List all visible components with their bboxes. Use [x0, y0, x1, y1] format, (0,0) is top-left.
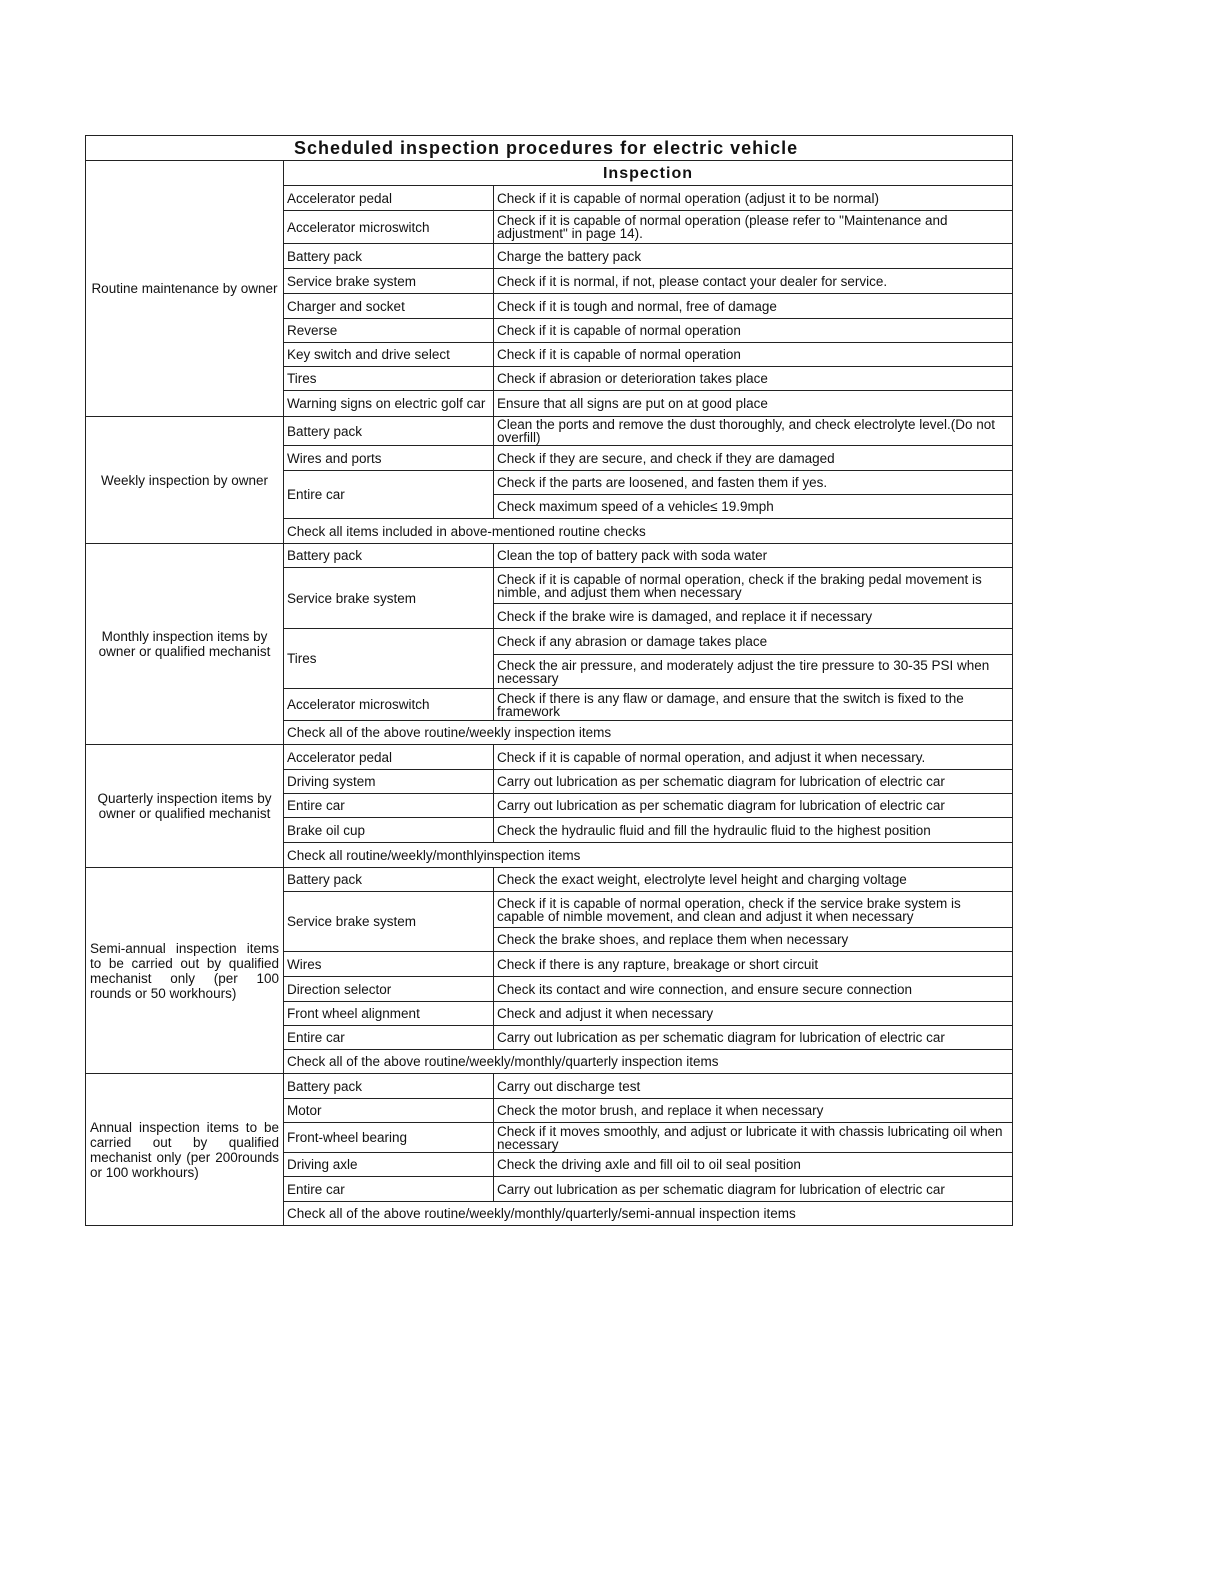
item-cell: Warning signs on electric golf car [284, 391, 494, 417]
check-cell: Carry out lubrication as per schematic diagram for lubrication of electric car [494, 794, 1013, 818]
category-annual: Annual inspection items to be carried out by qualified mechanist only (per 200rounds or 100 workhours) [86, 1074, 284, 1226]
check-cell: Check if it is capable of normal operation [494, 343, 1013, 367]
check-cell: Charge the battery pack [494, 244, 1013, 269]
category-semiannual: Semi-annual inspection items to be carried out by qualified mechanist only (per 100 rounds or 50 workhours) [86, 868, 284, 1074]
item-cell: Direction selector [284, 977, 494, 1002]
item-cell: Wires [284, 952, 494, 977]
check-cell: Carry out lubrication as per schematic diagram for lubrication of electric car [494, 1177, 1013, 1202]
item-cell: Accelerator pedal [284, 186, 494, 211]
item-cell: Entire car [284, 794, 494, 818]
summary-cell: Check all of the above routine/weekly/monthly/quarterly/semi-annual inspection items [284, 1202, 1013, 1226]
category-monthly: Monthly inspection items by owner or qualified mechanist [86, 544, 284, 745]
table-row [86, 1074, 1013, 1099]
inspection-header: Inspection [284, 161, 1013, 186]
check-cell: Check if it moves smoothly, and adjust or lubricate it with chassis lubricating oil when necessary [494, 1123, 1013, 1153]
table-row [86, 417, 1013, 446]
item-cell: Accelerator microswitch [284, 689, 494, 721]
item-cell: Battery pack [284, 868, 494, 892]
item-cell: Front wheel alignment [284, 1002, 494, 1026]
table-row [86, 544, 1013, 568]
check-cell: Clean the top of battery pack with soda water [494, 544, 1013, 568]
check-cell: Check if it is capable of normal operation, check if the service brake system is capable of nimble movement, and clean and adjust it when necessary [494, 892, 1013, 928]
item-cell: Battery pack [284, 544, 494, 568]
check-cell: Check the motor brush, and replace it when necessary [494, 1099, 1013, 1123]
check-cell: Ensure that all signs are put on at good place [494, 391, 1013, 417]
check-cell: Check if there is any rapture, breakage or short circuit [494, 952, 1013, 977]
item-cell: Charger and socket [284, 294, 494, 319]
check-cell: Check if they are secure, and check if they are damaged [494, 446, 1013, 471]
check-cell: Check if abrasion or deterioration takes place [494, 367, 1013, 391]
check-cell: Check if there is any flaw or damage, and ensure that the switch is fixed to the framework [494, 689, 1013, 721]
item-cell: Service brake system [284, 568, 494, 629]
table-row [86, 745, 1013, 770]
check-cell: Check if it is tough and normal, free of damage [494, 294, 1013, 319]
summary-cell: Check all items included in above-mentioned routine checks [284, 519, 1013, 544]
item-cell: Motor [284, 1099, 494, 1123]
item-cell: Accelerator microswitch [284, 211, 494, 244]
check-cell: Carry out lubrication as per schematic diagram for lubrication of electric car [494, 1026, 1013, 1050]
category-weekly: Weekly inspection by owner [86, 417, 284, 544]
item-cell: Tires [284, 629, 494, 689]
category-routine: Routine maintenance by owner [86, 161, 284, 417]
check-cell: Check the driving axle and fill oil to oil seal position [494, 1153, 1013, 1177]
summary-cell: Check all routine/weekly/monthlyinspection items [284, 843, 1013, 868]
item-cell: Battery pack [284, 417, 494, 446]
check-cell: Check the brake shoes, and replace them when necessary [494, 928, 1013, 952]
check-cell: Check if it is capable of normal operation [494, 319, 1013, 343]
check-cell: Check and adjust it when necessary [494, 1002, 1013, 1026]
check-cell: Check if it is normal, if not, please contact your dealer for service. [494, 269, 1013, 294]
check-cell: Check the hydraulic fluid and fill the hydraulic fluid to the highest position [494, 818, 1013, 843]
check-cell: Check if any abrasion or damage takes place [494, 629, 1013, 655]
item-cell: Tires [284, 367, 494, 391]
check-cell: Check if it is capable of normal operation, and adjust it when necessary. [494, 745, 1013, 770]
table-title: Scheduled inspection procedures for electric vehicle [86, 136, 1013, 161]
check-cell: Check the exact weight, electrolyte level height and charging voltage [494, 868, 1013, 892]
item-cell: Service brake system [284, 892, 494, 952]
check-cell: Check if it is capable of normal operation (adjust it to be normal) [494, 186, 1013, 211]
table-row [86, 868, 1013, 892]
summary-cell: Check all of the above routine/weekly inspection items [284, 721, 1013, 745]
category-quarterly: Quarterly inspection items by owner or qualified mechanist [86, 745, 284, 868]
check-cell: Carry out discharge test [494, 1074, 1013, 1099]
check-cell: Check the air pressure, and moderately adjust the tire pressure to 30-35 PSI when necessary [494, 655, 1013, 689]
item-cell: Entire car [284, 1026, 494, 1050]
item-cell: Entire car [284, 471, 494, 519]
item-cell: Driving system [284, 770, 494, 794]
check-cell: Check if it is capable of normal operation, check if the braking pedal movement is nimble, and adjust them when necessary [494, 568, 1013, 604]
item-cell: Front-wheel bearing [284, 1123, 494, 1153]
item-cell: Battery pack [284, 244, 494, 269]
item-cell: Reverse [284, 319, 494, 343]
summary-cell: Check all of the above routine/weekly/monthly/quarterly inspection items [284, 1050, 1013, 1074]
check-cell: Check if it is capable of normal operation (please refer to "Maintenance and adjustment" in page 14). [494, 211, 1013, 244]
item-cell: Wires and ports [284, 446, 494, 471]
check-cell: Check if the parts are loosened, and fasten them if yes. [494, 471, 1013, 495]
item-cell: Battery pack [284, 1074, 494, 1099]
check-cell: Carry out lubrication as per schematic diagram for lubrication of electric car [494, 770, 1013, 794]
check-cell: Clean the ports and remove the dust thoroughly, and check electrolyte level.(Do not overfill) [494, 417, 1013, 446]
item-cell: Accelerator pedal [284, 745, 494, 770]
check-cell: Check maximum speed of a vehicle≤ 19.9mph [494, 495, 1013, 519]
check-cell: Check its contact and wire connection, and ensure secure connection [494, 977, 1013, 1002]
check-cell: Check if the brake wire is damaged, and replace it if necessary [494, 604, 1013, 629]
item-cell: Service brake system [284, 269, 494, 294]
item-cell: Driving axle [284, 1153, 494, 1177]
item-cell: Brake oil cup [284, 818, 494, 843]
item-cell: Entire car [284, 1177, 494, 1202]
inspection-table [85, 135, 1013, 1226]
item-cell: Key switch and drive select [284, 343, 494, 367]
